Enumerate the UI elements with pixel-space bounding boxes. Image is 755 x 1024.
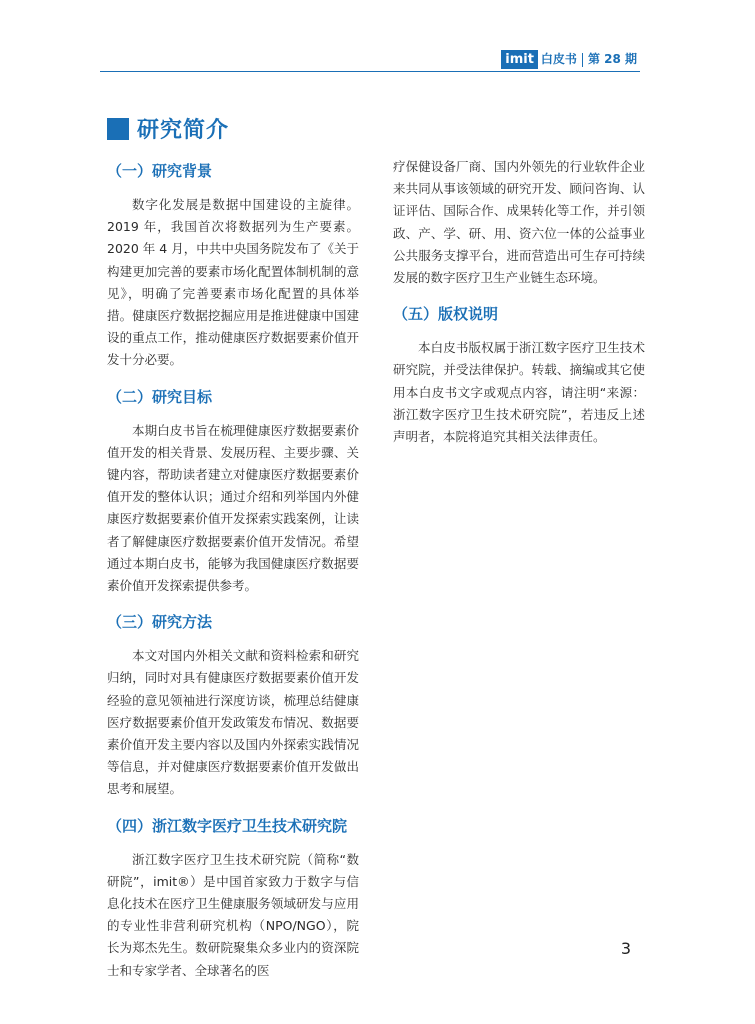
imit-logo: imit <box>501 50 538 69</box>
page-number: 3 <box>620 939 631 958</box>
paragraph-background: 数字化发展是数据中国建设的主旋律。2019 年，我国首次将数据列为生产要素。2020 年 4 月，中共中央国务院发布了《关于构建更加完善的要素市场化配置体制机制的意见》，明确了完善要素市场化配置的具体举措。健康医疗数据挖掘应用是推进健康中国建设的重点工作，推动健康医疗数据要素价值开发十分必要。 <box>107 197 359 368</box>
page-title: 研究简介 <box>137 118 230 143</box>
issue-label: 第 28 期 <box>587 52 637 66</box>
header-rule <box>100 71 640 72</box>
paragraph-copyright: 本白皮书版权属于浙江数字医疗卫生技术研究院，并受法律保护。转载、摘编或其它使用本白皮书文字或观点内容，请注明“来源：浙江数字医疗卫生技术研究院”，若违反上述声明者，本院将追究其相关法律责任。 <box>393 340 645 445</box>
paragraph-institute-part2: 疗保健设备厂商、国内外领先的行业软件企业来共同从事该领域的研究开发、顾问咨询、认证评估、国际合作、成果转化等工作，并引领政、产、学、研、用、资六位一体的公益事业公共服务支撑平台，进而营造出可生存可持续发展的数字医疗卫生产业链生态环境。 <box>393 159 645 286</box>
header-divider <box>582 53 583 67</box>
heading-goal: （二）研究目标 <box>107 387 213 406</box>
paragraph-method: 本文对国内外相关文献和资料检索和研究归纳，同时对具有健康医疗数据要素价值开发经验的意见领袖进行深度访谈，梳理总结健康医疗数据要素价值开发政策发布情况、数据要素价值开发主要内容以及国内外探索实践情况等信息，并对健康医疗数据要素价值开发做出思考和展望。 <box>107 648 359 797</box>
series-label: 白皮书 <box>540 52 577 66</box>
section-title <box>107 113 229 144</box>
heading-institute: （四）浙江数字医疗卫生技术研究院 <box>107 816 348 835</box>
header-badge <box>501 50 637 69</box>
heading-method: （三）研究方法 <box>107 613 213 632</box>
left-column <box>107 156 359 996</box>
right-column <box>393 156 645 462</box>
heading-copyright: （五）版权说明 <box>393 305 499 324</box>
paragraph-goal: 本期白皮书旨在梳理健康医疗数据要素价值开发的相关背景、发展历程、主要步骤、关键内容，帮助读者建立对健康医疗数据要素价值开发的整体认识；通过介绍和列举国内外健康医疗数据要素价值开发探索实践案例，让读者了解健康医疗数据要素价值开发情况。希望通过本期白皮书，能够为我国健康医疗数据要素价值开发探索提供参考。 <box>107 422 359 594</box>
paragraph-institute-part1: 浙江数字医疗卫生技术研究院（简称“数研院”，imit®）是中国首家致力于数字与信息化技术在医疗卫生健康服务领域研发与应用的专业性非营利研究机构（NPO/NGO），院长为郑杰先生。数研院聚集众多业内的资深院士和专家学者、全球著名的医 <box>107 851 359 978</box>
heading-background: （一）研究背景 <box>107 162 213 180</box>
title-square-icon <box>107 118 129 140</box>
